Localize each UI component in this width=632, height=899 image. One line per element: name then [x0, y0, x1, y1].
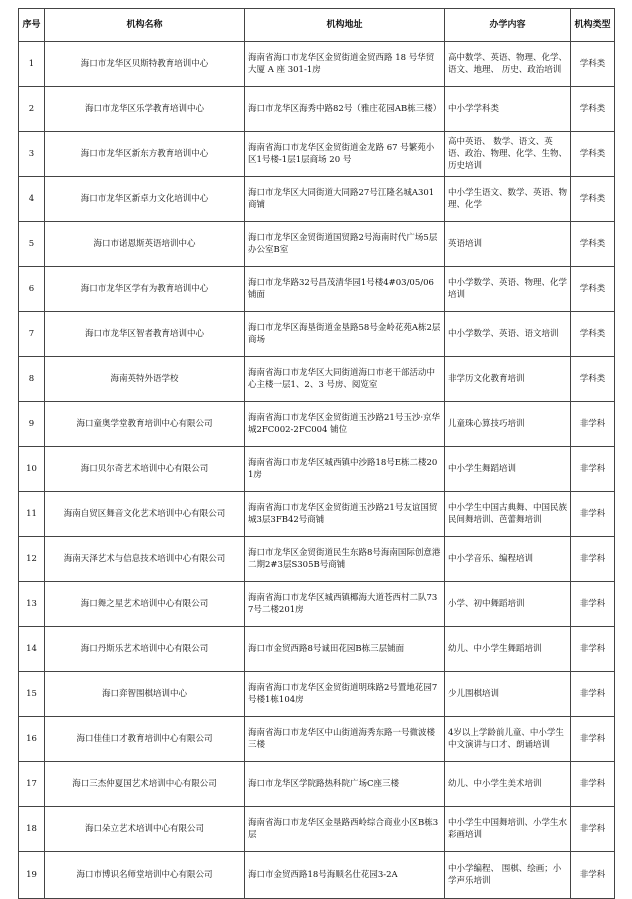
header-address: 机构地址 [245, 9, 445, 42]
row-num: 15 [19, 672, 45, 717]
row-content: 幼儿、中小学生美术培训 [445, 762, 571, 807]
row-content: 高中数学、英语、物理、化学、语文、地理、 历史、政治培训 [445, 42, 571, 87]
row-content: 中小学编程、 围棋、绘画；小学声乐培训 [445, 852, 571, 899]
row-num: 18 [19, 807, 45, 852]
row-num: 4 [19, 177, 45, 222]
row-num: 1 [19, 42, 45, 87]
row-content: 中小学生中国古典舞、中国民族民间舞培训、芭蕾舞培训 [445, 492, 571, 537]
row-content: 幼儿、中小学生舞蹈培训 [445, 627, 571, 672]
row-content: 儿童珠心算技巧培训 [445, 402, 571, 447]
row-num: 9 [19, 402, 45, 447]
row-content: 非学历文化教育培训 [445, 357, 571, 402]
row-name: 海口市博识名师堂培训中心有限公司 [45, 852, 245, 899]
row-name: 海口市龙华区学有为教育培训中心 [45, 267, 245, 312]
row-num: 5 [19, 222, 45, 267]
registry-table [18, 8, 615, 899]
row-num: 11 [19, 492, 45, 537]
table-row [19, 402, 615, 447]
row-address: 海口市金贸西路18号海顺名仕花园3-2A [245, 852, 445, 899]
row-num: 3 [19, 132, 45, 177]
row-type: 非学科 [571, 402, 615, 447]
row-content: 中小学学科类 [445, 87, 571, 132]
header-name: 机构名称 [45, 9, 245, 42]
row-name: 海口朵立艺术培训中心有限公司 [45, 807, 245, 852]
row-type: 学科类 [571, 222, 615, 267]
row-type: 非学科 [571, 537, 615, 582]
table-row [19, 672, 615, 717]
row-name: 海口丹斯乐艺术培训中心有限公司 [45, 627, 245, 672]
row-type: 非学科 [571, 717, 615, 762]
row-num: 16 [19, 717, 45, 762]
table-row [19, 132, 615, 177]
table-row [19, 177, 615, 222]
row-num: 14 [19, 627, 45, 672]
row-name: 海口市龙华区新东方教育培训中心 [45, 132, 245, 177]
row-type: 非学科 [571, 582, 615, 627]
row-address: 海南省海口市龙华区大同街道海口市老干部活动中心主楼一层1、2、3 号房、阅览室 [245, 357, 445, 402]
row-address: 海南省海口市龙华区金贸街道玉沙路21号友谊国贸城3层3FB42号商铺 [245, 492, 445, 537]
row-name: 海口市龙华区乐学教育培训中心 [45, 87, 245, 132]
row-name: 海口佳佳口才教育培训中心有限公司 [45, 717, 245, 762]
row-num: 6 [19, 267, 45, 312]
row-num: 10 [19, 447, 45, 492]
row-address: 海南省海口市龙华区城西镇中沙路18号E栋二楼201房 [245, 447, 445, 492]
row-type: 学科类 [571, 177, 615, 222]
row-content: 少儿围棋培训 [445, 672, 571, 717]
row-num: 19 [19, 852, 45, 899]
table-row [19, 267, 615, 312]
row-name: 海口贝尔奇艺术培训中心有限公司 [45, 447, 245, 492]
row-address: 海口市金贸西路8号诚田花园B栋三层铺面 [245, 627, 445, 672]
table-row [19, 537, 615, 582]
row-name: 海口弈智围棋培训中心 [45, 672, 245, 717]
table-row [19, 582, 615, 627]
row-num: 7 [19, 312, 45, 357]
row-address: 海口市龙华区大同街道大同路27号江隆名城A301商铺 [245, 177, 445, 222]
row-address: 海口市龙华区金贸街道国贸路2号海南时代广场5层办公室B室 [245, 222, 445, 267]
row-content: 中小学音乐、编程培训 [445, 537, 571, 582]
table-row [19, 717, 615, 762]
row-type: 非学科 [571, 807, 615, 852]
table-row [19, 312, 615, 357]
row-num: 2 [19, 87, 45, 132]
row-content: 英语培训 [445, 222, 571, 267]
row-type: 非学科 [571, 672, 615, 717]
header-row [19, 9, 615, 42]
row-address: 海南省海口市龙华区金贸街道玉沙路21号玉沙·京华城2FC002-2FC004 铺位 [245, 402, 445, 447]
table-row [19, 852, 615, 899]
table-row [19, 492, 615, 537]
row-name: 海口市龙华区新卓力文化培训中心 [45, 177, 245, 222]
row-num: 8 [19, 357, 45, 402]
header-content: 办学内容 [445, 9, 571, 42]
row-content: 小学、初中舞蹈培训 [445, 582, 571, 627]
row-address: 海南省海口市龙华区金贸街道金龙路 67 号繁苑小区1号楼-1层1层商场 20 号 [245, 132, 445, 177]
row-address: 海口市龙华区金贸街道民生东路8号海南国际创意港二期2#3层S305B号商铺 [245, 537, 445, 582]
row-address: 海口市龙华路32号昌茂清华园1号楼4#03/05/06铺面 [245, 267, 445, 312]
row-name: 海口市龙华区贝斯特教育培训中心 [45, 42, 245, 87]
row-type: 学科类 [571, 267, 615, 312]
row-address: 海口市龙华区学院路热科院广场C座三楼 [245, 762, 445, 807]
row-name: 海口舞之星艺术培训中心有限公司 [45, 582, 245, 627]
row-name: 海南自贸区舞音文化艺术培训中心有限公司 [45, 492, 245, 537]
row-address: 海南省海口市龙华区金贸街道明珠路2号置地花园7号楼1栋104房 [245, 672, 445, 717]
row-name: 海口童奥学堂教育培训中心有限公司 [45, 402, 245, 447]
table-row [19, 357, 615, 402]
row-name: 海南天泽艺术与信息技术培训中心有限公司 [45, 537, 245, 582]
row-address: 海南省海口市龙华区中山街道海秀东路一号微波楼三楼 [245, 717, 445, 762]
row-content: 中小学数学、英语、物理、化学培训 [445, 267, 571, 312]
header-num: 序号 [19, 9, 45, 42]
table-row [19, 807, 615, 852]
table-row [19, 762, 615, 807]
row-num: 17 [19, 762, 45, 807]
row-address: 海南省海口市龙华区金贸街道金贸西路 18 号华贸大厦 A 座 301-1房 [245, 42, 445, 87]
header-type: 机构类型 [571, 9, 615, 42]
table-row [19, 42, 615, 87]
table-row [19, 222, 615, 267]
table-row [19, 87, 615, 132]
row-type: 非学科 [571, 492, 615, 537]
row-type: 非学科 [571, 447, 615, 492]
row-content: 中小学数学、英语、语文培训 [445, 312, 571, 357]
row-type: 学科类 [571, 132, 615, 177]
row-content: 中小学生舞蹈培训 [445, 447, 571, 492]
row-type: 非学科 [571, 762, 615, 807]
row-type: 学科类 [571, 357, 615, 402]
row-content: 4岁以上学龄前儿童、中小学生中文演讲与口才、朗诵培训 [445, 717, 571, 762]
row-type: 非学科 [571, 627, 615, 672]
row-type: 学科类 [571, 42, 615, 87]
row-address: 海口市龙华区海秀中路82号（雅庄花园AB栋三楼） [245, 87, 445, 132]
row-name: 海口市诺恩斯英语培训中心 [45, 222, 245, 267]
row-name: 海口三杰仲夏国艺术培训中心有限公司 [45, 762, 245, 807]
row-address: 海口市龙华区海垦街道金垦路58号金岭花苑A栋2层商场 [245, 312, 445, 357]
row-name: 海南英特外语学校 [45, 357, 245, 402]
row-type: 学科类 [571, 87, 615, 132]
row-address: 海南省海口市龙华区城西镇椰海大道苍西村二队737号二楼201房 [245, 582, 445, 627]
table-row [19, 447, 615, 492]
row-type: 非学科 [571, 852, 615, 899]
row-num: 13 [19, 582, 45, 627]
row-type: 学科类 [571, 312, 615, 357]
row-content: 高中英语、 数学、语文、英语、政治、物理、化学、生物、历史培训 [445, 132, 571, 177]
row-address: 海南省海口市龙华区金垦路西岭综合商业小区B栋3层 [245, 807, 445, 852]
row-num: 12 [19, 537, 45, 582]
row-name: 海口市龙华区智者教育培训中心 [45, 312, 245, 357]
row-content: 中小学生中国舞培训、小学生水彩画培训 [445, 807, 571, 852]
table-row [19, 627, 615, 672]
row-content: 中小学生语文、数学、英语、物理、化学 [445, 177, 571, 222]
